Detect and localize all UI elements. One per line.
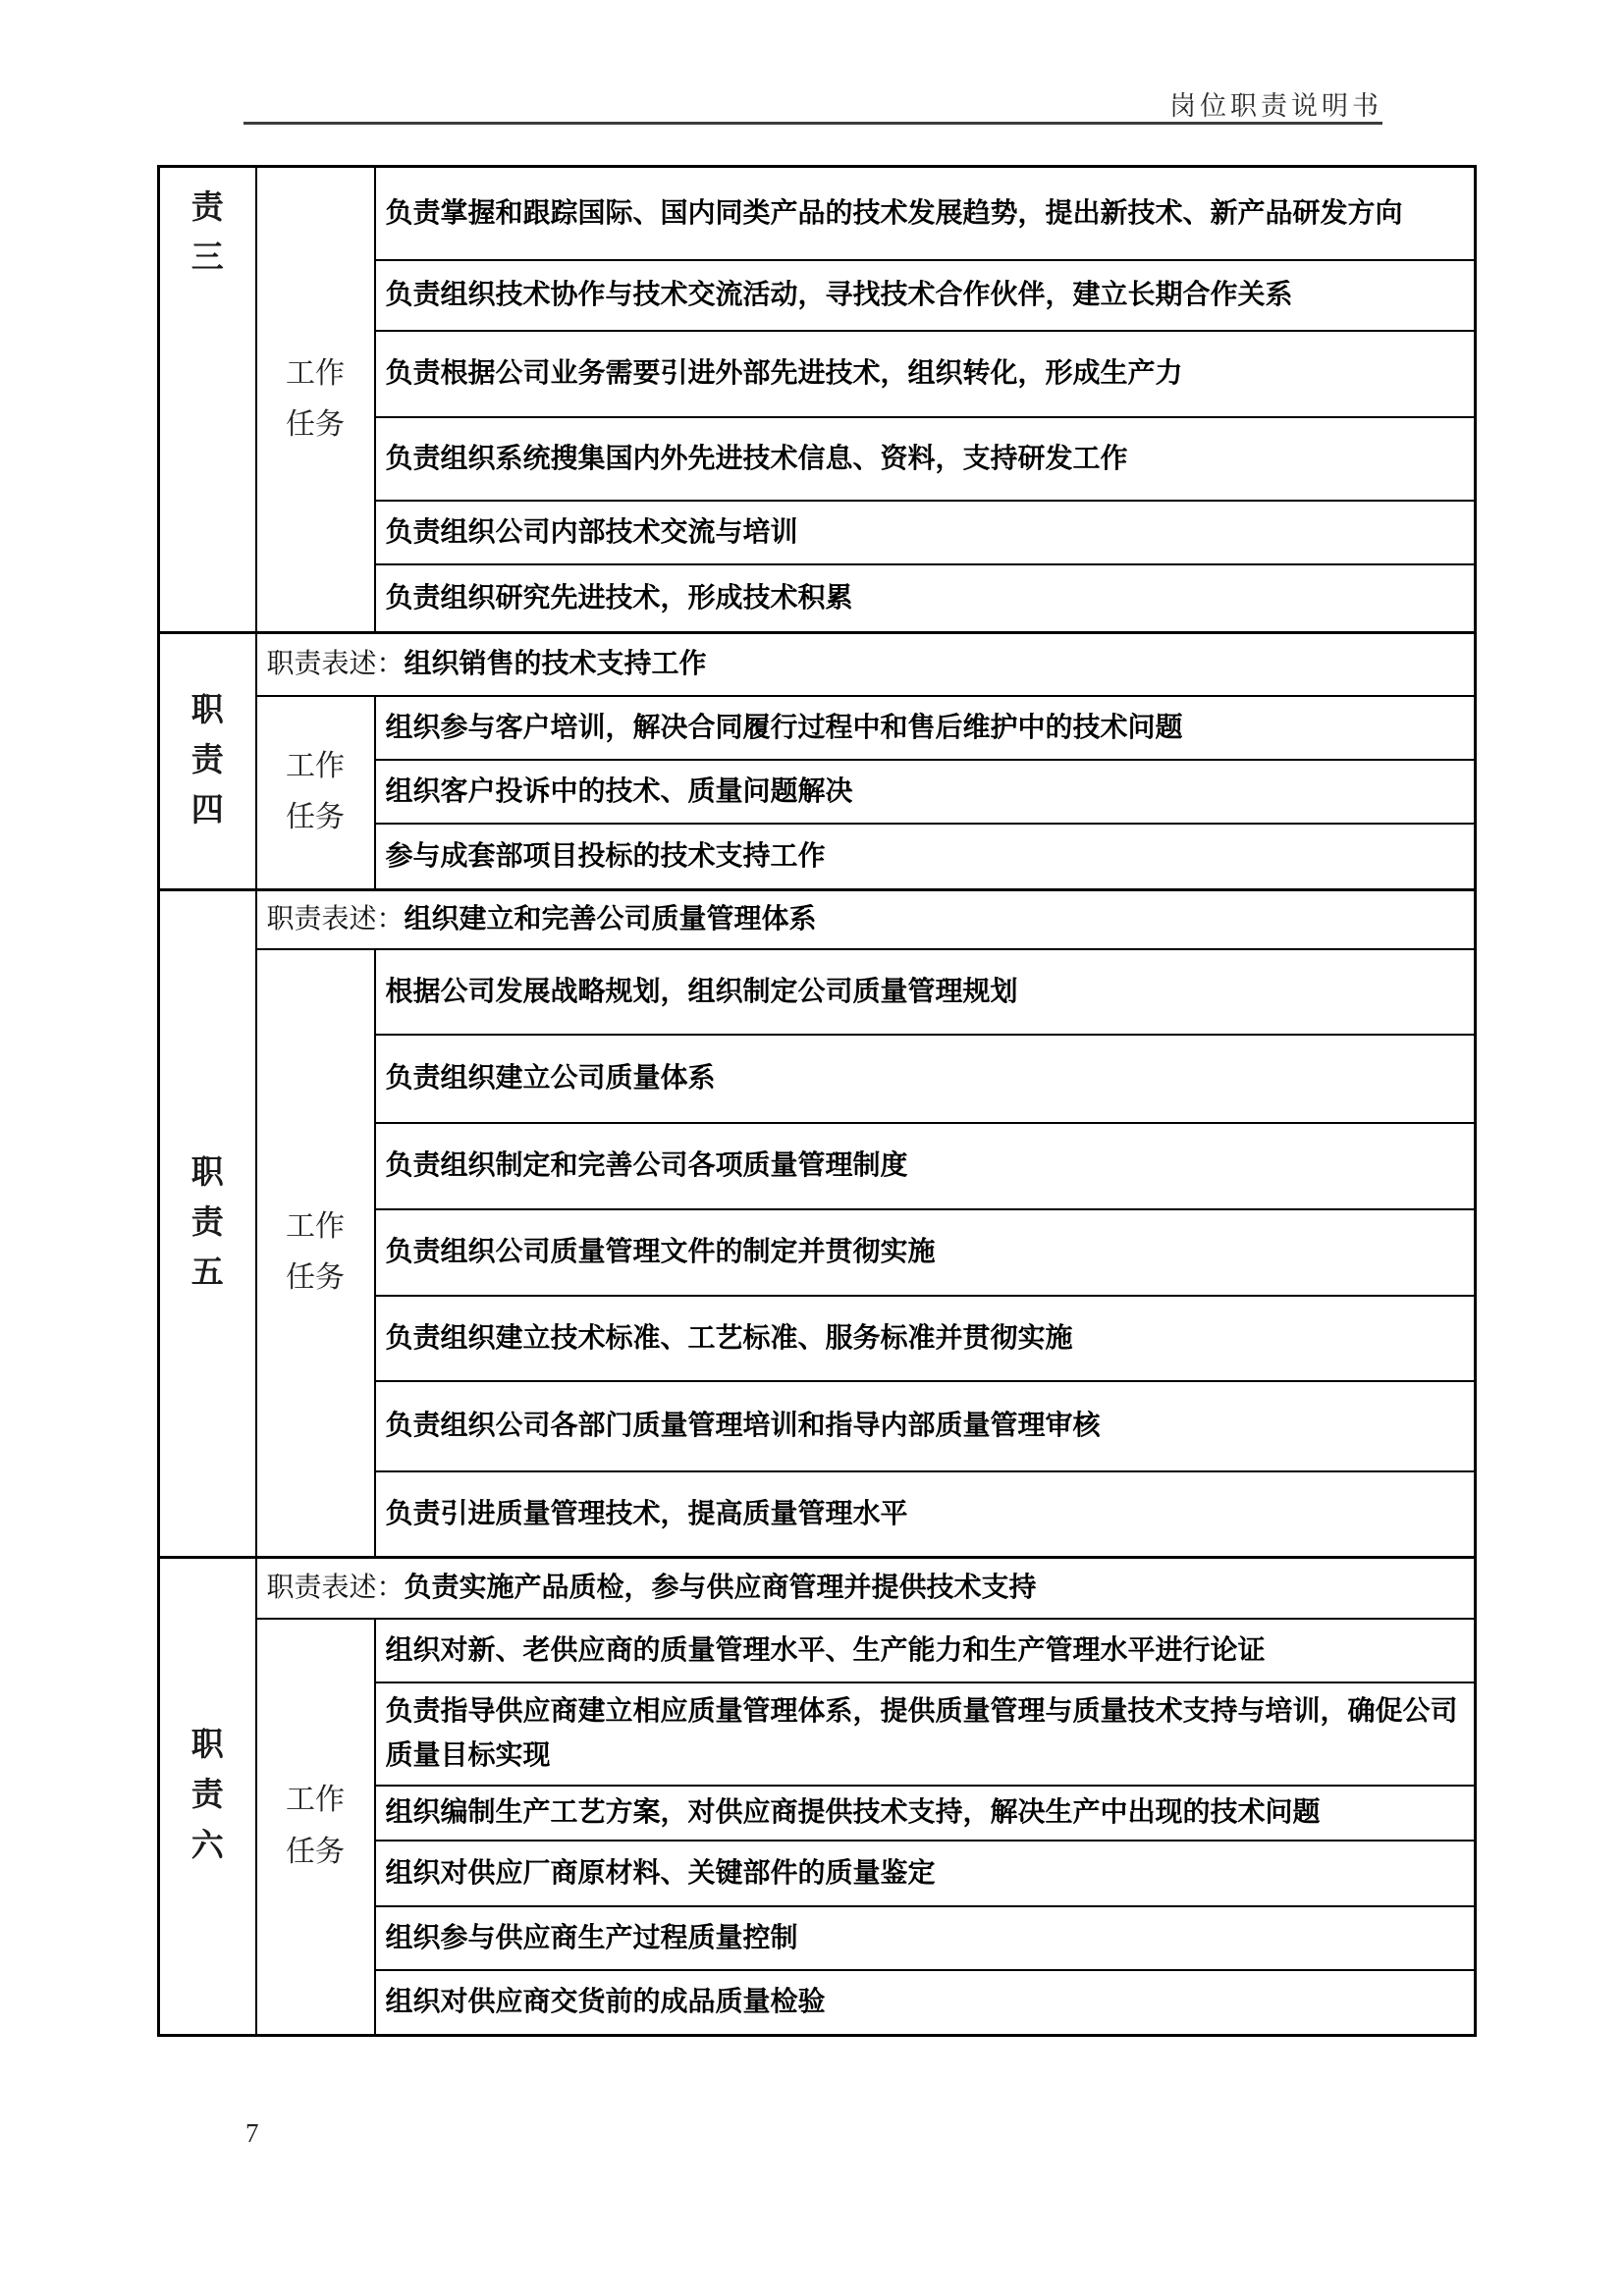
statement-row-6	[256, 1558, 1476, 1619]
task-row: 负责组织系统搜集国内外先进技术信息、资料，支持研发工作	[375, 417, 1476, 501]
task-label-3: 工作任务	[286, 356, 345, 441]
task-row: 负责组织制定和完善公司各项质量管理制度	[375, 1123, 1476, 1209]
statement-text: 组织销售的技术支持工作	[404, 648, 707, 679]
task-row: 负责组织研究先进技术，形成技术积累	[375, 564, 1476, 633]
task-row: 组织参与供应商生产过程质量控制	[375, 1906, 1476, 1970]
statement-row-5	[256, 890, 1476, 949]
duty-label-4: 职责四	[190, 692, 224, 829]
statement-label: 职责表述：	[266, 649, 405, 680]
duty-cell-4	[159, 633, 256, 890]
task-row: 负责组织公司各部门质量管理培训和指导内部质量管理审核	[375, 1381, 1476, 1471]
task-label-cell-4	[256, 696, 375, 890]
duty-table	[157, 165, 1477, 2037]
task-row: 组织对供应厂商原材料、关键部件的质量鉴定	[375, 1841, 1476, 1906]
task-row: 负责根据公司业务需要引进外部先进技术，组织转化，形成生产力	[375, 331, 1476, 417]
task-row: 负责掌握和跟踪国际、国内同类产品的技术发展趋势，提出新技术、新产品研发方向	[375, 167, 1476, 260]
statement-label: 职责表述：	[266, 1573, 405, 1604]
task-label-4: 工作任务	[286, 749, 345, 834]
task-row: 组织对供应商交货前的成品质量检验	[375, 1970, 1476, 2036]
duty-cell-3	[159, 167, 256, 633]
statement-text: 负责实施产品质检，参与供应商管理并提供技术支持	[404, 1572, 1037, 1603]
task-row: 根据公司发展战略规划，组织制定公司质量管理规划	[375, 949, 1476, 1035]
task-row: 负责引进质量管理技术，提高质量管理水平	[375, 1471, 1476, 1558]
statement-text: 组织建立和完善公司质量管理体系	[404, 903, 817, 934]
task-label-6: 工作任务	[286, 1784, 345, 1868]
task-row: 负责组织公司内部技术交流与培训	[375, 501, 1476, 564]
task-row: 组织对新、老供应商的质量管理水平、生产能力和生产管理水平进行论证	[375, 1619, 1476, 1682]
task-row: 负责组织公司质量管理文件的制定并贯彻实施	[375, 1209, 1476, 1296]
task-label-5: 工作任务	[286, 1209, 345, 1295]
header-rule	[244, 122, 1382, 125]
task-label-cell-6	[256, 1619, 375, 2036]
task-row: 组织编制生产工艺方案，对供应商提供技术支持，解决生产中出现的技术问题	[375, 1786, 1476, 1841]
task-row: 负责组织建立公司质量体系	[375, 1035, 1476, 1123]
task-row: 负责组织技术协作与技术交流活动，寻找技术合作伙伴，建立长期合作关系	[375, 260, 1476, 331]
task-row: 组织客户投诉中的技术、质量问题解决	[375, 760, 1476, 824]
task-label-cell-5	[256, 949, 375, 1558]
duty-label-6: 职责六	[190, 1728, 224, 1864]
page-number: 7	[245, 2118, 259, 2148]
duty-label-3: 责三	[190, 190, 224, 277]
statement-label: 职责表述：	[266, 904, 405, 935]
task-row: 负责指导供应商建立相应质量管理体系，提供质量管理与质量技术支持与培训，确促公司质量目标实现	[375, 1682, 1476, 1786]
duty-label-5: 职责五	[190, 1154, 224, 1292]
statement-row-4	[256, 633, 1476, 696]
header-title: 岗位职责说明书	[1169, 91, 1382, 121]
task-row: 负责组织建立技术标准、工艺标准、服务标准并贯彻实施	[375, 1296, 1476, 1381]
task-label-cell-3	[256, 167, 375, 633]
task-row: 参与成套部项目投标的技术支持工作	[375, 824, 1476, 890]
duty-cell-6	[159, 1558, 256, 2036]
duty-cell-5	[159, 890, 256, 1558]
task-row: 组织参与客户培训，解决合同履行过程中和售后维护中的技术问题	[375, 696, 1476, 760]
